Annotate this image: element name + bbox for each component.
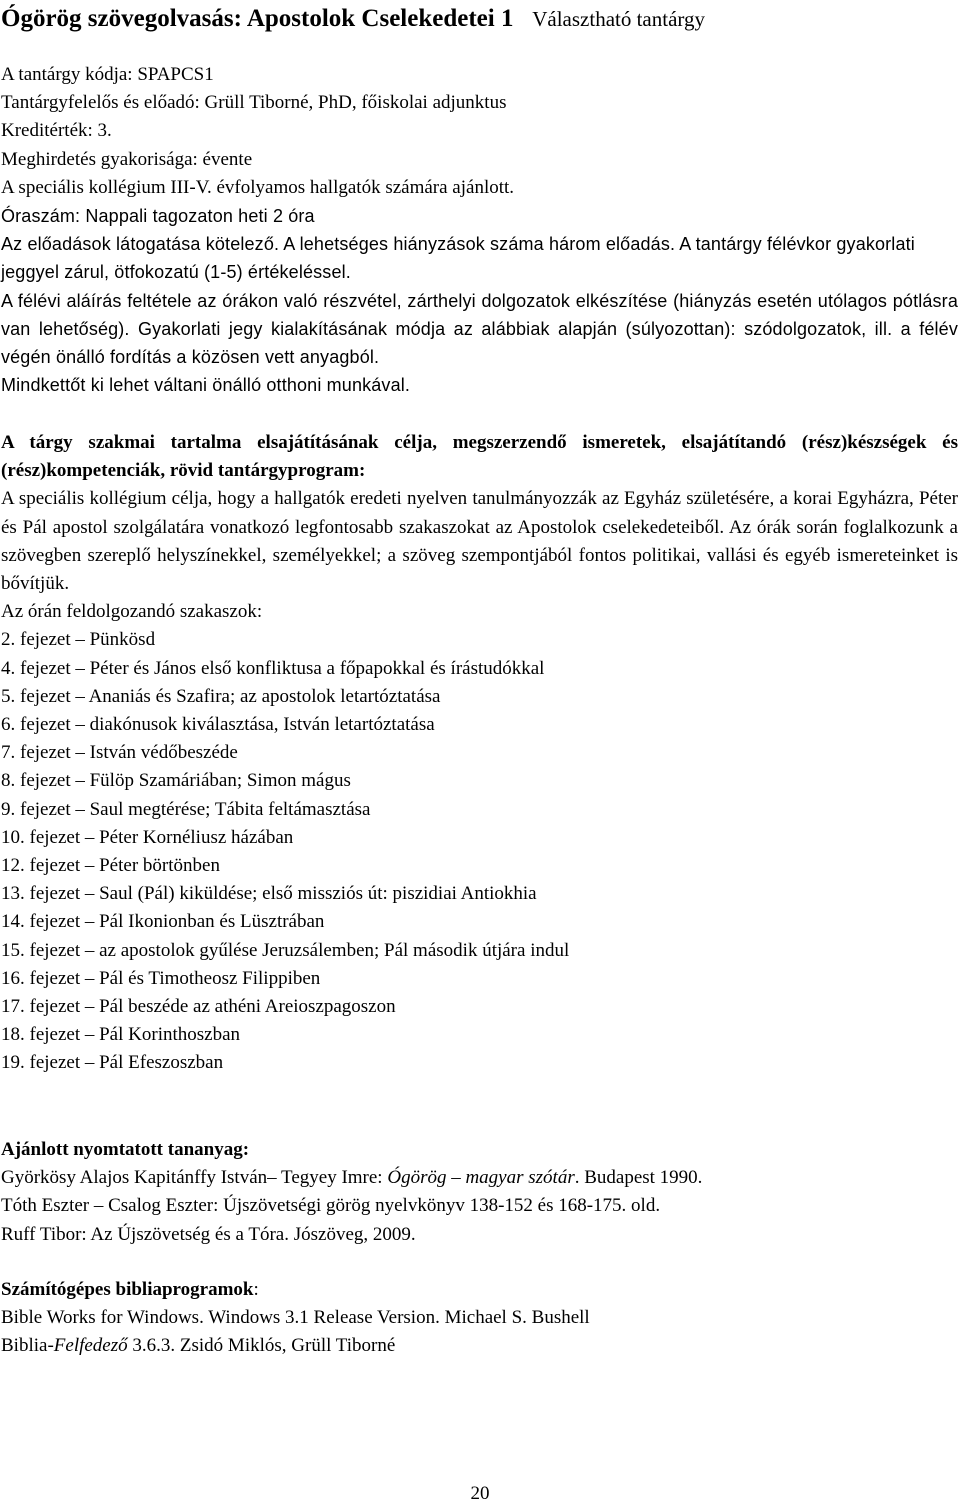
page-title (1, 4, 705, 34)
chapter-item: 15. fejezet – az apostolok gyűlése Jeruzsálemben; Pál második útjára indul (1, 939, 570, 961)
sections-label: Az órán feldolgozandó szakaszok: (1, 601, 263, 623)
chapter-item: 12. fejezet – Péter börtönben (1, 855, 220, 877)
bible-software (1, 1276, 958, 1361)
chapter-item: 18. fejezet – Pál Korinthoszban (1, 1024, 241, 1046)
chapter-item: 16. fejezet – Pál és Timotheosz Filippiben (1, 967, 321, 989)
literature-item: Ruff Tibor: Az Újszövetség és a Tóra. Jószöveg, 2009. (1, 1223, 416, 1245)
course-type: Választható tantárgy (532, 7, 706, 31)
chapter-item: 8. fejezet – Fülöp Szamáriában; Simon mágus (1, 770, 351, 792)
course-signature-rules: A félévi aláírás feltétele az órákon való részvétel, zárthelyi dolgozatok elkészítése (hiányzás esetén utólagos pótlásra van lehetőség). Gyakorlati jegy kialakításának módja az alábbiak alapján (súlyozottan): szódolgozatok, ill. a félév végén önálló fordítás a közösen vett anyagból. (1, 290, 958, 368)
course-info (1, 61, 958, 399)
program-heading: A tárgy szakmai tartalma elsajátításának célja, megszerzendő ismeretek, elsajátítandó (rész)készségek és (rész)kompetenciák, rövid tantárgyprogram: (1, 432, 958, 482)
chapter-item: 14. fejezet – Pál Ikonionban és Lüsztrában (1, 911, 325, 933)
course-attendance: Az előadások látogatása kötelező. A lehetséges hiányzások száma három előadás. A tantárgy félévkor gyakorlati jeggyel zárul, ötfokozatú (1-5) értékeléssel. (1, 234, 915, 283)
page-number: 20 (470, 1483, 490, 1504)
course-credits: Kreditérték: 3. (1, 120, 112, 142)
literature-item: Györkösy Alajos Kapitánffy István– Tegyey Imre: Ógörög – magyar szótár. Budapest 1990. (1, 1167, 703, 1189)
software-heading: Számítógépes bibliaprogramok: (1, 1279, 259, 1300)
chapter-item: 6. fejezet – diakónusok kiválasztása, István letartóztatása (1, 714, 435, 736)
software-item: Bible Works for Windows. Windows 3.1 Release Version. Michael S. Bushell (1, 1307, 590, 1329)
literature-heading: Ajánlott nyomtatott tananyag: (1, 1139, 250, 1160)
chapter-item: 4. fejezet – Péter és János első konfliktusa a főpapokkal és írástudókkal (1, 657, 545, 679)
program-description: A speciális kollégium célja, hogy a hallgatók eredeti nyelven tanulmányozzák az Egyház születésére, a korai Egyházra, Péter és Pál apostol szolgálatára vonatkozó legfontosabb szakaszokat az Apostolok cselekedeteiből. Az órák során foglalkozunk a szövegben szereplő helyszínekkel, személyekkel; a szöveg szempontjából fontos politikai, vallási és egyéb ismereteinket is bővítjük. (1, 488, 958, 595)
course-recommendation: A speciális kollégium III-V. évfolyamos hallgatók számára ajánlott. (1, 176, 515, 198)
course-hours: Óraszám: Nappali tagozaton heti 2 óra (1, 206, 315, 227)
software-item: Biblia-Felfedező 3.6.3. Zsidó Miklós, Grüll Tiborné (1, 1335, 396, 1357)
course-lecturer: Tantárgyfelelős és előadó: Grüll Tiborné, PhD, főiskolai adjunktus (1, 92, 507, 114)
chapter-item: 2. fejezet – Pünkösd (1, 629, 156, 651)
chapter-item: 9. fejezet – Saul megtérése; Tábita feltámasztása (1, 798, 371, 820)
chapter-item: 13. fejezet – Saul (Pál) kiküldése; első missziós út: piszidiai Antiokhia (1, 883, 537, 905)
literature-item: Tóth Eszter – Csalog Eszter: Újszövetségi görög nyelvkönyv 138-152 és 168-175. old. (1, 1195, 661, 1217)
chapter-item: 7. fejezet – István védőbeszéde (1, 742, 238, 764)
course-code: A tantárgy kódja: SPAPCS1 (1, 64, 214, 85)
course-program (1, 429, 958, 1078)
chapter-item: 10. fejezet – Péter Kornéliusz házában (1, 826, 294, 848)
chapter-item: 19. fejezet – Pál Efeszoszban (1, 1052, 224, 1074)
course-frequency: Meghirdetés gyakorisága: évente (1, 148, 253, 170)
course-title: Ógörög szövegolvasás: Apostolok Cselekedetei 1 (1, 5, 514, 32)
course-alternative: Mindkettőt ki lehet váltani önálló otthoni munkával. (1, 375, 411, 396)
chapter-list (1, 626, 958, 1077)
recommended-literature (1, 1136, 958, 1249)
chapter-item: 17. fejezet – Pál beszéde az athéni Areioszpagoszon (1, 996, 396, 1018)
chapter-item: 5. fejezet – Ananiás és Szafira; az apostolok letartóztatása (1, 685, 441, 707)
